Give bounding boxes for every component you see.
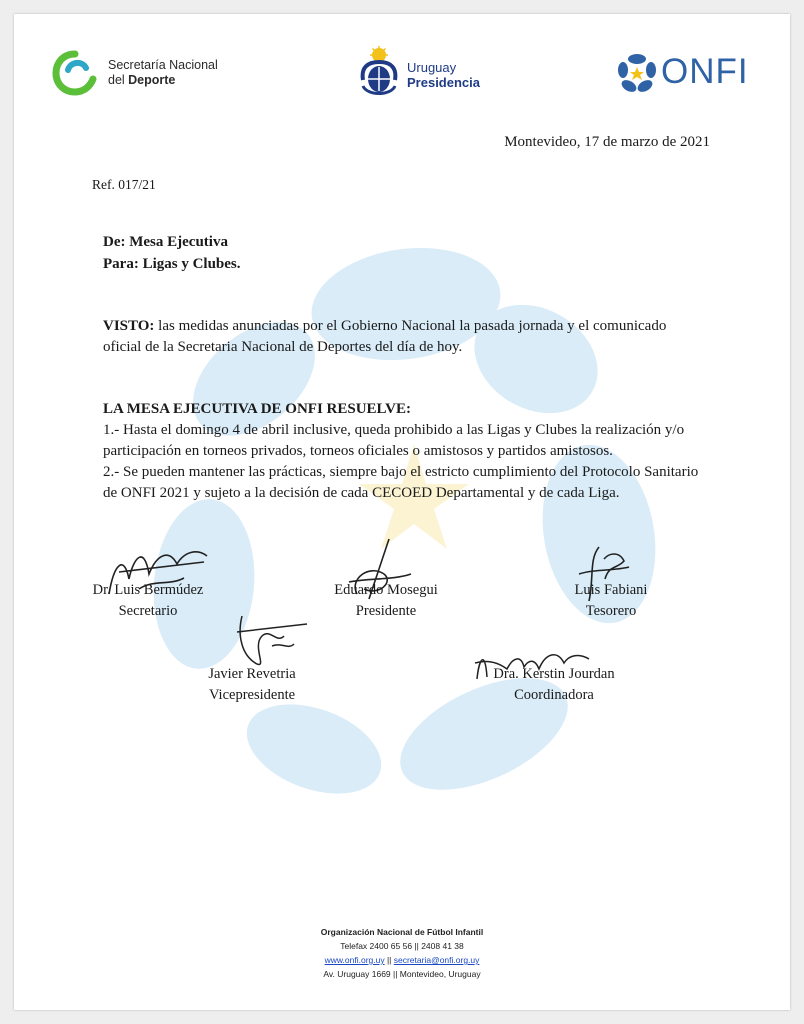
resolution-heading: LA MESA EJECUTIVA DE ONFI RESUELVE: bbox=[103, 401, 412, 417]
logo-left-line1: Secretaría Nacional bbox=[108, 58, 218, 72]
deporte-emblem-icon bbox=[50, 48, 100, 98]
presidencia-logo bbox=[357, 44, 507, 104]
from-line: De: Mesa Ejecutiva bbox=[103, 234, 228, 250]
resolution-item1-line1: 1.- Hasta el domingo 4 de abril inclusive, queda prohibido a las Ligas y Clubes la realización y/o bbox=[103, 422, 685, 438]
to-line: Para: Ligas y Clubes. bbox=[103, 256, 241, 272]
visto-paragraph-line1 bbox=[103, 316, 666, 337]
signatory-1-role: Secretario bbox=[118, 603, 178, 619]
secretaria-deporte-logo bbox=[50, 46, 250, 101]
place-date: Montevideo, 17 de marzo de 2021 bbox=[504, 134, 710, 150]
signatory-5-role: Coordinadora bbox=[514, 687, 594, 703]
visto-label: VISTO: bbox=[103, 318, 155, 334]
resolution-item2-line1: 2.- Se pueden mantener las prácticas, siempre bajo el estricto cumplimiento del Protocolo Sanitario bbox=[103, 464, 699, 480]
onfi-ball-icon bbox=[617, 53, 657, 93]
reference-number: Ref. 017/21 bbox=[92, 177, 156, 192]
logo-left-line2-prefix: del bbox=[108, 73, 129, 87]
logo-left-line2-bold: Deporte bbox=[128, 73, 176, 87]
letter-page bbox=[14, 14, 790, 1010]
signatory-4-role: Vicepresidente bbox=[208, 687, 296, 703]
onfi-logo bbox=[617, 52, 777, 96]
footer-email-link[interactable]: secretaria@onfi.org.uy bbox=[393, 955, 480, 965]
visto-line1-text: las medidas anunciadas por el Gobierno Nacional la pasada jornada y el comunicado bbox=[154, 318, 667, 334]
signatory-5-name: Dra. Kerstin Jourdan bbox=[493, 666, 615, 682]
signature-revetria bbox=[222, 606, 312, 672]
visto-paragraph-line2: oficial de la Secretaria Nacional de Deportes del día de hoy. bbox=[103, 339, 463, 355]
signatory-4-name: Javier Revetria bbox=[208, 666, 296, 682]
signatory-2-role: Presidente bbox=[355, 603, 417, 619]
footer-address: Av. Uruguay 1669 || Montevideo, Uruguay bbox=[323, 969, 481, 979]
logo-center-line1: Uruguay bbox=[407, 60, 457, 75]
footer-org-name: Organización Nacional de Fútbol Infantil bbox=[320, 927, 484, 937]
signatory-1-name: Dr. Luis Bermúdez bbox=[92, 582, 204, 598]
uruguay-coat-of-arms-icon bbox=[357, 46, 401, 100]
footer-links bbox=[14, 954, 790, 966]
onfi-wordmark: ONFI bbox=[661, 52, 749, 91]
signatory-3-name: Luis Fabiani bbox=[574, 582, 648, 598]
resolution-item2-line2: de ONFI 2021 y sujeto a la decisión de cada CECOED Departamental y de cada Liga. bbox=[103, 485, 620, 501]
signatory-2-name: Eduardo Mosegui bbox=[334, 582, 438, 598]
onfi-watermark bbox=[14, 14, 790, 1010]
footer-website-link[interactable]: www.onfi.org.uy bbox=[324, 955, 385, 965]
signatory-3-role: Tesorero bbox=[585, 603, 637, 619]
footer-separator: || bbox=[384, 955, 394, 965]
logo-center-line2: Presidencia bbox=[407, 75, 480, 90]
resolution-item1-line2: participación en torneos privados, torneos oficiales o amistosos y partidos amistosos. bbox=[103, 443, 613, 459]
footer-phone: Telefax 2400 65 56 || 2408 41 38 bbox=[340, 941, 464, 951]
